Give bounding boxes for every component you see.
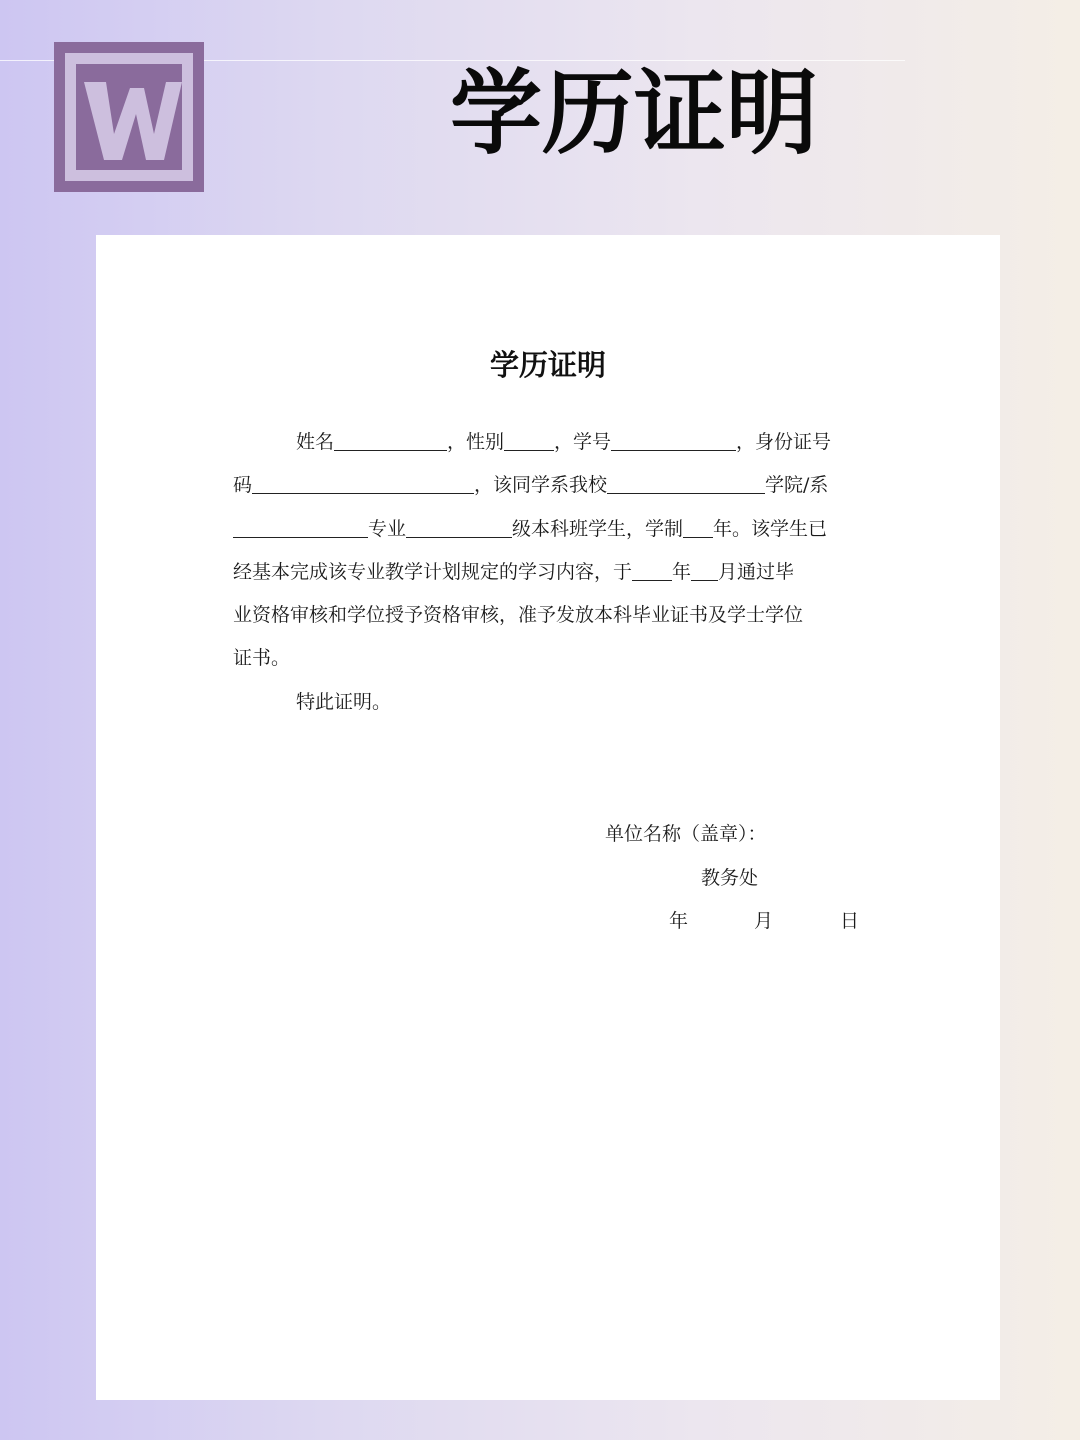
paragraph-line-4	[233, 551, 865, 594]
blank-major[interactable]	[233, 515, 368, 538]
closing-text: 特此证明。	[296, 690, 392, 713]
blank-grade[interactable]	[406, 515, 512, 538]
label-year: 年	[672, 560, 692, 583]
label-completed: 经基本完成该专业教学计划规定的学习内容，于	[233, 560, 633, 583]
paragraph-line-3	[233, 508, 865, 551]
label-student-of: ，该同学系我校	[474, 474, 608, 497]
document-title: 学历证明	[489, 348, 606, 382]
blank-name[interactable]	[334, 428, 447, 451]
blank-graduation-month[interactable]	[691, 558, 718, 581]
label-gender: ，性别	[447, 431, 505, 453]
paragraph-line-1	[233, 421, 865, 464]
date-year: 年	[669, 910, 689, 932]
closing-line	[233, 681, 865, 724]
label-id-card: ，身份证号	[736, 431, 832, 453]
label-grade: 级本科班学生，学制	[512, 517, 684, 540]
label-major: 专业	[368, 517, 407, 540]
banner-title: 学历证明	[450, 60, 819, 167]
word-logo-icon	[54, 42, 204, 192]
paragraph-line-2	[233, 464, 865, 507]
label-college: 学院/系	[765, 474, 829, 497]
label-month: 月通过毕	[718, 560, 795, 583]
blank-college[interactable]	[607, 471, 765, 494]
date-month: 月	[754, 910, 774, 932]
paragraph-line-5: 业资格审核和学位授予资格审核，准予发放本科毕业证书及学士学位	[233, 604, 804, 627]
blank-gender[interactable]	[504, 428, 554, 451]
blank-id-card[interactable]	[252, 471, 474, 494]
document-page	[96, 235, 1000, 1400]
blank-graduation-year[interactable]	[632, 558, 672, 581]
date-day: 日	[840, 910, 860, 932]
certificate-paragraph	[233, 421, 865, 724]
paragraph-line-6: 证书。	[233, 647, 291, 670]
label-student-id: ，学号	[554, 431, 612, 453]
blank-student-id[interactable]	[611, 428, 736, 451]
blank-years[interactable]	[683, 515, 713, 538]
office-name: 教务处	[701, 867, 759, 889]
label-years: 年。该学生已	[713, 517, 828, 540]
label-code: 码	[233, 474, 253, 497]
label-name: 姓名	[296, 431, 335, 453]
unit-name-label: 单位名称（盖章）：	[605, 823, 767, 845]
